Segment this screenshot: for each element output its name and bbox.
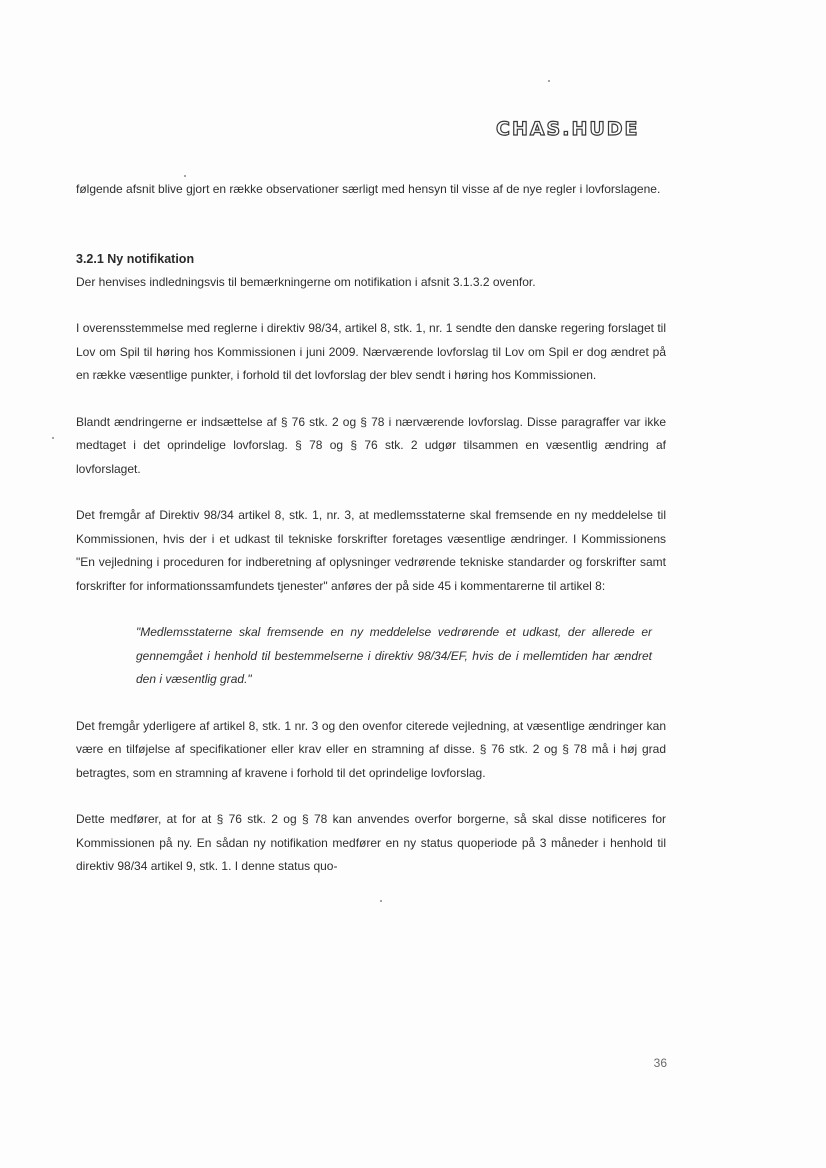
paragraph-6: Dette medfører, at for at § 76 stk. 2 og § 78 kan anvendes overfor borgerne, så skal disse notificeres for Kommissionen på ny. En sådan ny notifikation medfører en ny status quoperiode på 3 måneder i henhold til direktiv 98/34 artikel 9, stk. 1. I denne status quo-: [76, 812, 666, 873]
paragraph-3: Blandt ændringerne er indsættelse af § 76 stk. 2 og § 78 i nærværende lovforslag. Disse paragraffer var ikke medtaget i det oprindelige lovforslag. § 78 og § 76 stk. 2 udgør tilsammen en væsentlig ændring af lovforslaget.: [76, 414, 666, 476]
document-body: [76, 178, 666, 902]
scan-speck: [52, 437, 54, 439]
scan-speck: [548, 80, 550, 82]
scan-speck: [380, 900, 382, 902]
scan-speck: [184, 175, 186, 177]
section-heading: 3.2.1 Ny notifikation: [76, 251, 195, 266]
paragraph-5: Det fremgår yderligere af artikel 8, stk. 1 nr. 3 og den ovenfor citerede vejledning, at væsentlige ændringer kan være en tilføjelse af specifikationer eller krav eller en stramning af disse. § 76 stk. 2 og § 78 må i høj grad betragtes, som en stramning af kravene i forhold til det oprindelige lovforslag.: [76, 718, 666, 780]
page-number: 36: [653, 1056, 667, 1070]
paragraph-2: I overensstemmelse med reglerne i direktiv 98/34, artikel 8, stk. 1, nr. 1 sendte den danske regering forslaget til Lov om Spil til høring hos Kommissionen i juni 2009. Nærværende lovforslag til Lov om Spil er dog ændret på en række væsentlige punkter, i forhold til det lovforslag der blev sendt i høring hos Kommissionen.: [76, 321, 666, 382]
company-logo: CHAS.HUDE: [496, 118, 640, 140]
paragraph-4: Det fremgår af Direktiv 98/34 artikel 8, stk. 1, nr. 3, at medlemsstaterne skal fremsende en ny meddelelse til Kommissionen, hvis der i et udkast til tekniske forskrifter foretages væsentlige ændringer. I Kommissionens "En vejledning i proceduren for indberetning af oplysninger vedrørende tekniske standarder og forskrifter samt forskrifter for informationssamfundets tjenester" anføres der på side 45 i kommentarerne til artikel 8:: [76, 508, 666, 593]
paragraph-1: Der henvises indledningsvis til bemærkningerne om notifikation i afsnit 3.1.3.2 ovenfor.: [76, 274, 536, 289]
block-quote: "Medlemsstaterne skal fremsende en ny meddelelse vedrørende et udkast, der allerede er gennemgået i henhold til bestemmelserne i direktiv 98/34/EF, hvis de i mellemtiden har ændret den i væsentlig grad.": [136, 625, 652, 686]
intro-paragraph: følgende afsnit blive gjort en række observationer særligt med hensyn til visse af de nye regler i lovforslagene.: [76, 182, 661, 196]
